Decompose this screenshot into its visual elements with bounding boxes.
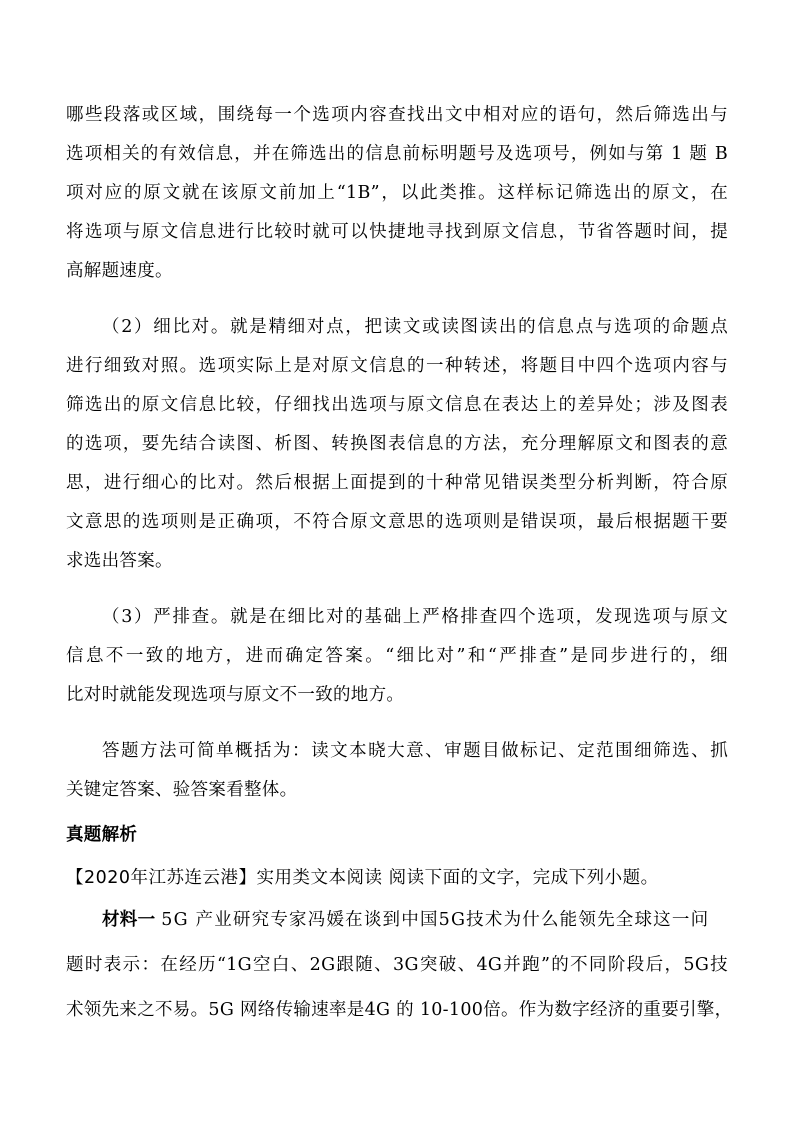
material-line-2: 题时表示：在经历“1G空白、2G跟随、3G突破、4G并跑”的不同阶段后，5G技	[66, 955, 728, 975]
para2-line-6: 文意思的选项则是正确项，不符合原文意思的选项则是错误项，最后根据题干要	[66, 512, 728, 532]
material-line-1	[102, 908, 728, 932]
para2-line-3: 筛选出的原文信息比较，仔细找出选项与原文信息在表达上的差异处；涉及图表	[66, 395, 728, 415]
para1-line-1: 哪些段落或区域，围绕每一个选项内容查找出文中相对应的语句，然后筛选出与	[66, 105, 728, 125]
para1-line-3: 项对应的原文就在该原文前加上“1B”，以此类推。这样标记筛选出的原文，在	[66, 183, 728, 203]
para4-line-1: 答题方法可简单概括为：读文本晓大意、审题目做标记、定范围细筛选、抓	[102, 741, 728, 761]
para1-line-2: 选项相关的有效信息，并在筛选出的信息前标明题号及选项号，例如与第 1 题 B	[66, 144, 728, 164]
para1-line-5: 高解题速度。	[66, 261, 173, 281]
para2-line-7: 求选出答案。	[66, 551, 173, 571]
para2-line-4: 的选项，要先结合读图、析图、转换图表信息的方法，充分理解原文和图表的意	[66, 434, 728, 454]
section-heading: 真题解析	[66, 825, 138, 845]
para2-line-1: （2）细比对。就是精细对点，把读文或读图读出的信息点与选项的命题点	[102, 317, 728, 337]
material-line-3: 术领先来之不易。5G 网络传输速率是4G 的 10-100倍。作为数字经济的重要引擎，	[66, 1000, 733, 1020]
material-label: 材料一	[102, 910, 156, 930]
para2-line-2: 进行细致对照。选项实际上是对原文信息的一种转述，将题目中四个选项内容与	[66, 356, 728, 376]
para4-line-2: 关键定答案、验答案看整体。	[66, 780, 298, 800]
question-intro: 【2020年江苏连云港】实用类文本阅读 阅读下面的文字，完成下列小题。	[66, 868, 659, 888]
material-line-1-text: 5G 产业研究专家冯媛在谈到中国5G技术为什么能领先全球这一问	[161, 910, 710, 930]
para3-line-2: 信息不一致的地方，进而确定答案。“细比对”和“严排查”是同步进行的，细	[66, 646, 728, 666]
para3-line-1: （3）严排查。就是在细比对的基础上严格排查四个选项，发现选项与原文	[102, 607, 728, 627]
para3-line-3: 比对时就能发现选项与原文不一致的地方。	[66, 685, 405, 705]
para1-line-4: 将选项与原文信息进行比较时就可以快捷地寻找到原文信息，节省答题时间，提	[66, 222, 728, 242]
para2-line-5: 思，进行细心的比对。然后根据上面提到的十种常见错误类型分析判断，符合原	[66, 473, 728, 493]
